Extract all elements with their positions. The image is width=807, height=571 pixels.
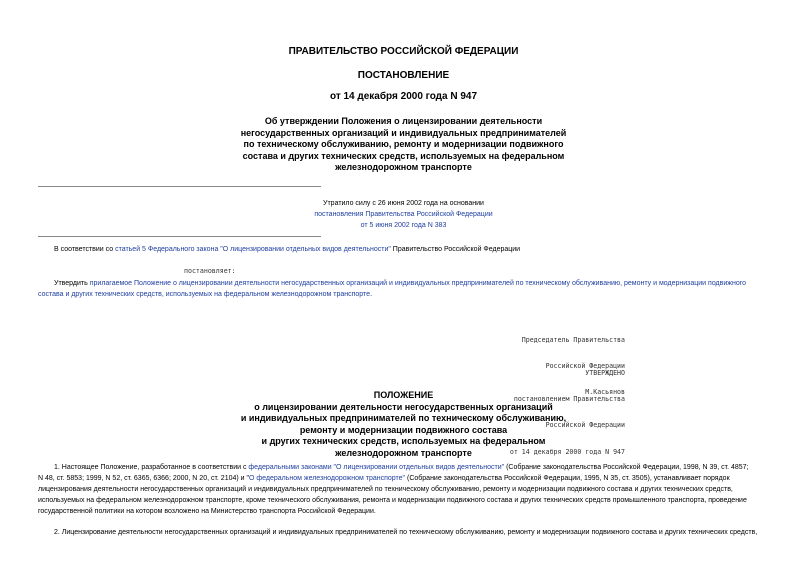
government-heading: ПРАВИТЕЛЬСТВО РОССИЙСКОЙ ФЕДЕРАЦИИ: [288, 46, 519, 57]
approved-country: Российской Федерации: [545, 421, 625, 430]
regulation-title-line: и индивидуальных предпринимателей по техническому обслуживанию,: [240, 413, 567, 424]
regulation-title-line: и других технических средств, используемых на федеральном: [261, 436, 546, 447]
preamble: [54, 244, 520, 255]
railway-law-link[interactable]: О федеральном железнодорожном транспорте": [248, 475, 406, 482]
regulation-title-line: ремонту и модернизации подвижного состава: [299, 424, 508, 435]
signature-name: М.Касьянов: [585, 388, 625, 397]
approved-by: постановлением Правительства: [513, 394, 625, 403]
approve-clause: [54, 278, 784, 289]
divider: [38, 236, 321, 237]
document-title: [0, 116, 807, 174]
preamble-prefix: В соответствии со: [54, 246, 116, 253]
paragraph-2: 2. Лицензирование деятельности негосударственных организаций и индивидуальных предпринимателей по техническому обслуживанию, ремонту и модернизации подвижного состава и других технических средств,: [54, 529, 758, 536]
regulation-title-line: ПОЛОЖЕНИЕ: [373, 390, 434, 400]
title-line: Об утверждении Положения о лицензировании деятельности: [264, 116, 543, 126]
approved-label: УТВЕРЖДЕНО: [585, 368, 625, 377]
expiry-text: Утратило силу с 26 июня 2002 года на основании: [323, 200, 484, 207]
approved-date: от 14 декабря 2000 года N 947: [509, 447, 625, 456]
para1-line2-suffix: (Собрание законодательства Российской Федерации, 1995, N 35, ст. 3505), устанавливает порядок: [405, 475, 730, 482]
approve-clause-cont: [38, 289, 372, 300]
para1-line5: государственной политики на котором возложено на Министерство транспорта Российской Федерации.: [38, 508, 376, 515]
para1-prefix: 1. Настоящее Положение, разработанное в соответствии с: [54, 464, 249, 471]
para1-line4: используемых на федеральном железнодорожном транспорте, кроме технического обслуживания, ремонта и модернизации подвижного состава и других технических средств промышленного транспорта, проведение: [38, 497, 747, 504]
signature-position: Председатель Правительства: [521, 335, 625, 344]
para1-suffix: (Собрание законодательства Российской Федерации, 1998, N 39, ст. 4857;: [504, 464, 749, 471]
expiry-link-date[interactable]: от 5 июня 2002 года N 383: [360, 222, 447, 229]
expiry-notice: [0, 198, 807, 231]
approve-suffix: .: [370, 291, 373, 298]
title-line: железнодорожном транспорте: [335, 162, 472, 173]
title-line: по техническому обслуживанию, ремонту и модернизации подвижного: [243, 139, 564, 150]
resolves-label: постановляет:: [184, 267, 236, 275]
approve-prefix: Утвердить: [54, 280, 90, 287]
document-date-number: от 14 декабря 2000 года N 947: [329, 91, 478, 102]
signature-country: Российской Федерации: [545, 361, 625, 370]
law-article-link[interactable]: статьей 5 Федерального закона "О лицензировании отдельных видов деятельности": [115, 246, 391, 253]
document-type: ПОСТАНОВЛЕНИЕ: [357, 70, 450, 81]
regulation-title-line: о лицензировании деятельности негосударственных организаций: [254, 401, 553, 412]
regulation-link-cont[interactable]: состава и других технических средств, используемых на федеральном железнодорожном транспорте: [38, 291, 371, 298]
federal-laws-link[interactable]: федеральными законами "О лицензировании отдельных видов деятельности": [248, 464, 505, 471]
title-line: состава и других технических средств, используемых на федеральном: [242, 150, 565, 161]
title-line: негосударственных организаций и индивидуальных предпринимателей: [240, 127, 567, 138]
paragraph-1: [38, 462, 783, 517]
expiry-link[interactable]: постановления Правительства Российской Федерации: [314, 211, 493, 218]
regulation-title: [0, 390, 807, 460]
preamble-suffix: Правительство Российской Федерации: [390, 246, 521, 253]
para1-line2-prefix: N 48, ст. 5853; 1999, N 52, ст. 6365, 6366; 2000, N 20, ст. 2104) и ": [38, 475, 249, 482]
regulation-title-line: железнодорожном транспорте: [335, 447, 472, 458]
para1-line3: лицензирования деятельности негосударственных организаций и индивидуальных предпринимателей по техническому обслуживанию, ремонту и модернизации подвижного состава и других технических средств,: [38, 486, 733, 493]
regulation-link[interactable]: прилагаемое Положение о лицензировании деятельности негосударственных организаций и индивидуальных предпринимателей по техническому обслуживанию, ремонту и модернизации подвижного: [89, 280, 747, 287]
divider: [38, 186, 321, 187]
